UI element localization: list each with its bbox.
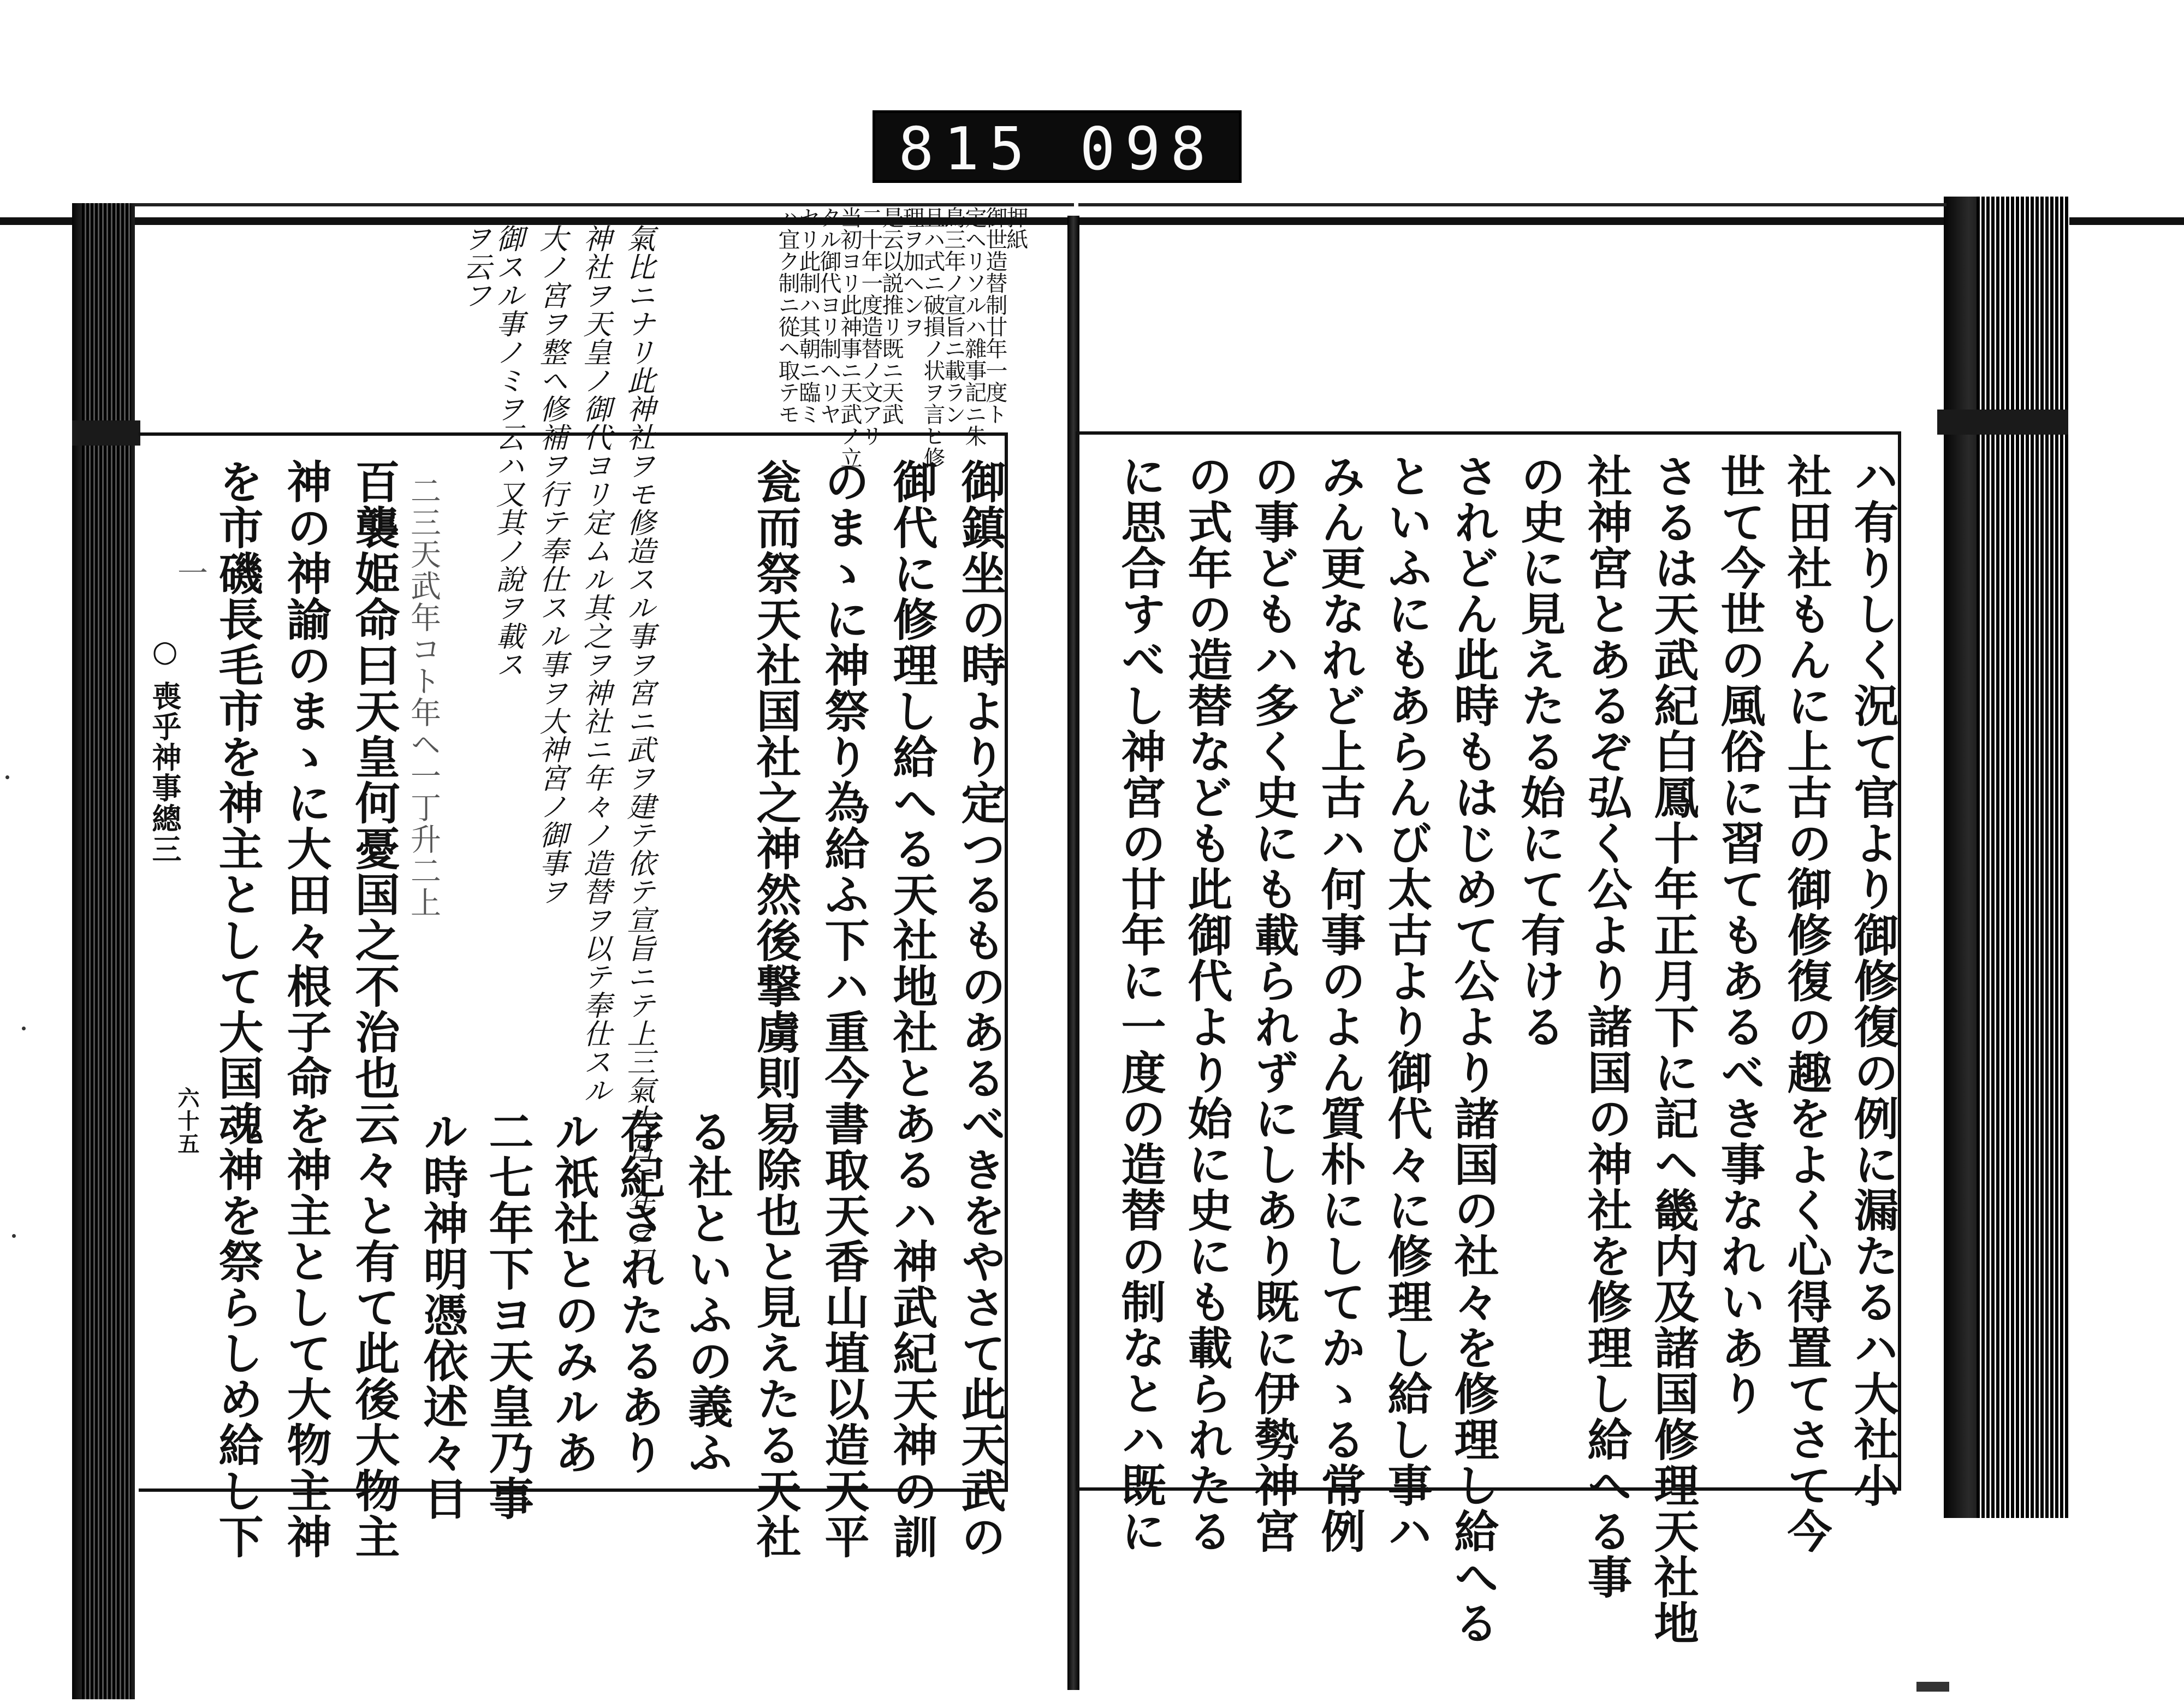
hw-col-5: ヲ云フ [458, 224, 491, 309]
left-col-7: ル祇社とのみルあ [547, 1108, 600, 1475]
note-col-2: 御世造替制廿年一度ト [982, 206, 1007, 425]
right-col-7: されどん此時もはじめて公より諸国の社々を修理し給へる [1447, 453, 1499, 1646]
left-col-10: 百襲姫命曰天皇何憂国之不治也云々と有て此後大物主 [348, 459, 400, 1559]
binding-band-left [72, 420, 140, 446]
right-col-12: に思合すべし神宮の廿年に一度の造替の制なとハ既に [1114, 453, 1166, 1554]
scan-edge-line [0, 217, 2184, 225]
left-faint-col-2: 一 [173, 557, 208, 589]
scan-speck [22, 1027, 26, 1030]
book-edge-right-pages [1977, 197, 2069, 1518]
scan-speck [1916, 1682, 1949, 1692]
left-col-12: を市磯長毛市を神主として大国魂神を祭らしめ給し下 [211, 459, 264, 1559]
left-faint-col-1: 二三天武年コト年ヘ一丁升二上 [406, 475, 441, 918]
note-col-1: 押紙 [1003, 206, 1028, 250]
binding-band-right [1937, 410, 2068, 435]
left-col-6: 存紀されたるあり [613, 1108, 665, 1475]
page-number: 六十五 [174, 1087, 200, 1155]
right-col-11: の式年の造替なども此御代より始に史にも載られたる [1180, 453, 1233, 1554]
right-page-top-edge [1078, 203, 1946, 206]
hw-col-1: 氣比ニナリ此神社ヲモ修造スル事ヲ宮ニ武ヲ建テ依テ宣旨ニテ上三氣大宮ニ年ヲ日 [622, 224, 655, 1274]
hw-col-2: 神社ヲ天皇ノ御代ヨリ定ムル其之ヲ神社ニ年々ノ造替ヲ以テ奉仕スル [578, 224, 611, 1104]
right-col-2: 社田社もんに上古の御修復の趣をよく心得置てさて今 [1780, 453, 1832, 1554]
right-col-3: 世て今世の風俗に習てもあるべき事なれいあり [1713, 453, 1766, 1416]
left-col-1: 御鎮坐の時より定つるものあるべきをやさて此天武の [954, 459, 1006, 1559]
hw-col-4: 御スル事ノミヲ云ハ又其ノ說ヲ載ス [491, 224, 524, 678]
left-col-8: 二七年下ヨ天皇乃事 [482, 1108, 534, 1521]
note-col-12: ハ宜ク制ニ從ヘ取テモ [775, 206, 800, 425]
note-col-10: タル御代ヨリ制ヘリヤ [816, 206, 841, 425]
right-col-8: といふにもあらんび太古より御代々に修理し給し事ハ [1380, 453, 1433, 1554]
right-col-10: の事どもハ多く史にも載られずにしあり既に伊勢神宮 [1247, 453, 1299, 1554]
left-col-2: 御代に修理し給へる天社地社とあるハ神武紀天神の訓 [886, 459, 938, 1559]
right-col-1: ハ有りしく況て官より御修復の例に漏たるハ大社小 [1847, 453, 1899, 1508]
left-col-9: ル時神明憑依述々日 [416, 1108, 468, 1521]
note-col-7: 是云以説推リ既ニ天武 [879, 206, 904, 425]
left-col-11: 神の神諭のまゝに大田々根子命を神主として大物主神 [280, 459, 332, 1559]
note-col-6: 理ヲ加ヘンヲ [899, 206, 924, 337]
note-col-8: 二十年一度造替ノ文アリ [858, 206, 883, 447]
right-col-5: 社神宮とあるぞ弘く公より諸国の神社を修理し給へる事 [1580, 453, 1633, 1600]
note-col-9: 当初ヨリ此神事ニ天武ノ立 [837, 206, 862, 469]
note-col-4: 鳥三年ノ宣旨ニ載ラン [941, 206, 966, 425]
right-col-4: さるは天武紀白鳳十年正月下に記ヘ畿内及諸国修理天社地 [1647, 453, 1699, 1646]
frame-number-label: 815 098 [873, 110, 1242, 183]
right-col-9: みん更なれど上古ハ何事のよん質朴にしてかゝる常例 [1314, 453, 1366, 1554]
note-col-11: セリ此制ハ其朝ニ臨ミ [796, 206, 821, 425]
scan-speck [5, 775, 9, 779]
note-col-3: 定ヘリソルハ雜事記ニ朱 [962, 206, 987, 447]
left-col-4: 瓮而祭天社国社之神然後撃虜則易除也と見えたる天社 [749, 459, 802, 1559]
book-running-title: ○ 喪乎神事總三 [147, 633, 182, 864]
note-col-5: 且ハ式ニ破損ノ状ヲ言ヒ修 [920, 206, 945, 469]
right-col-6: の史に見えたる始にて有ける [1514, 453, 1566, 1049]
left-col-3: のまゝに神祭り為給ふ下ハ重今書取天香山埴以造天平 [817, 459, 870, 1559]
scan-speck [12, 1234, 16, 1238]
left-col-5: る社といふの義ふ [681, 1108, 733, 1475]
hw-col-3: 大ノ宮ヲ整ヘ修補ヲ行テ奉仕スル事ヲ大神宮ノ御事ヲ [535, 224, 567, 905]
